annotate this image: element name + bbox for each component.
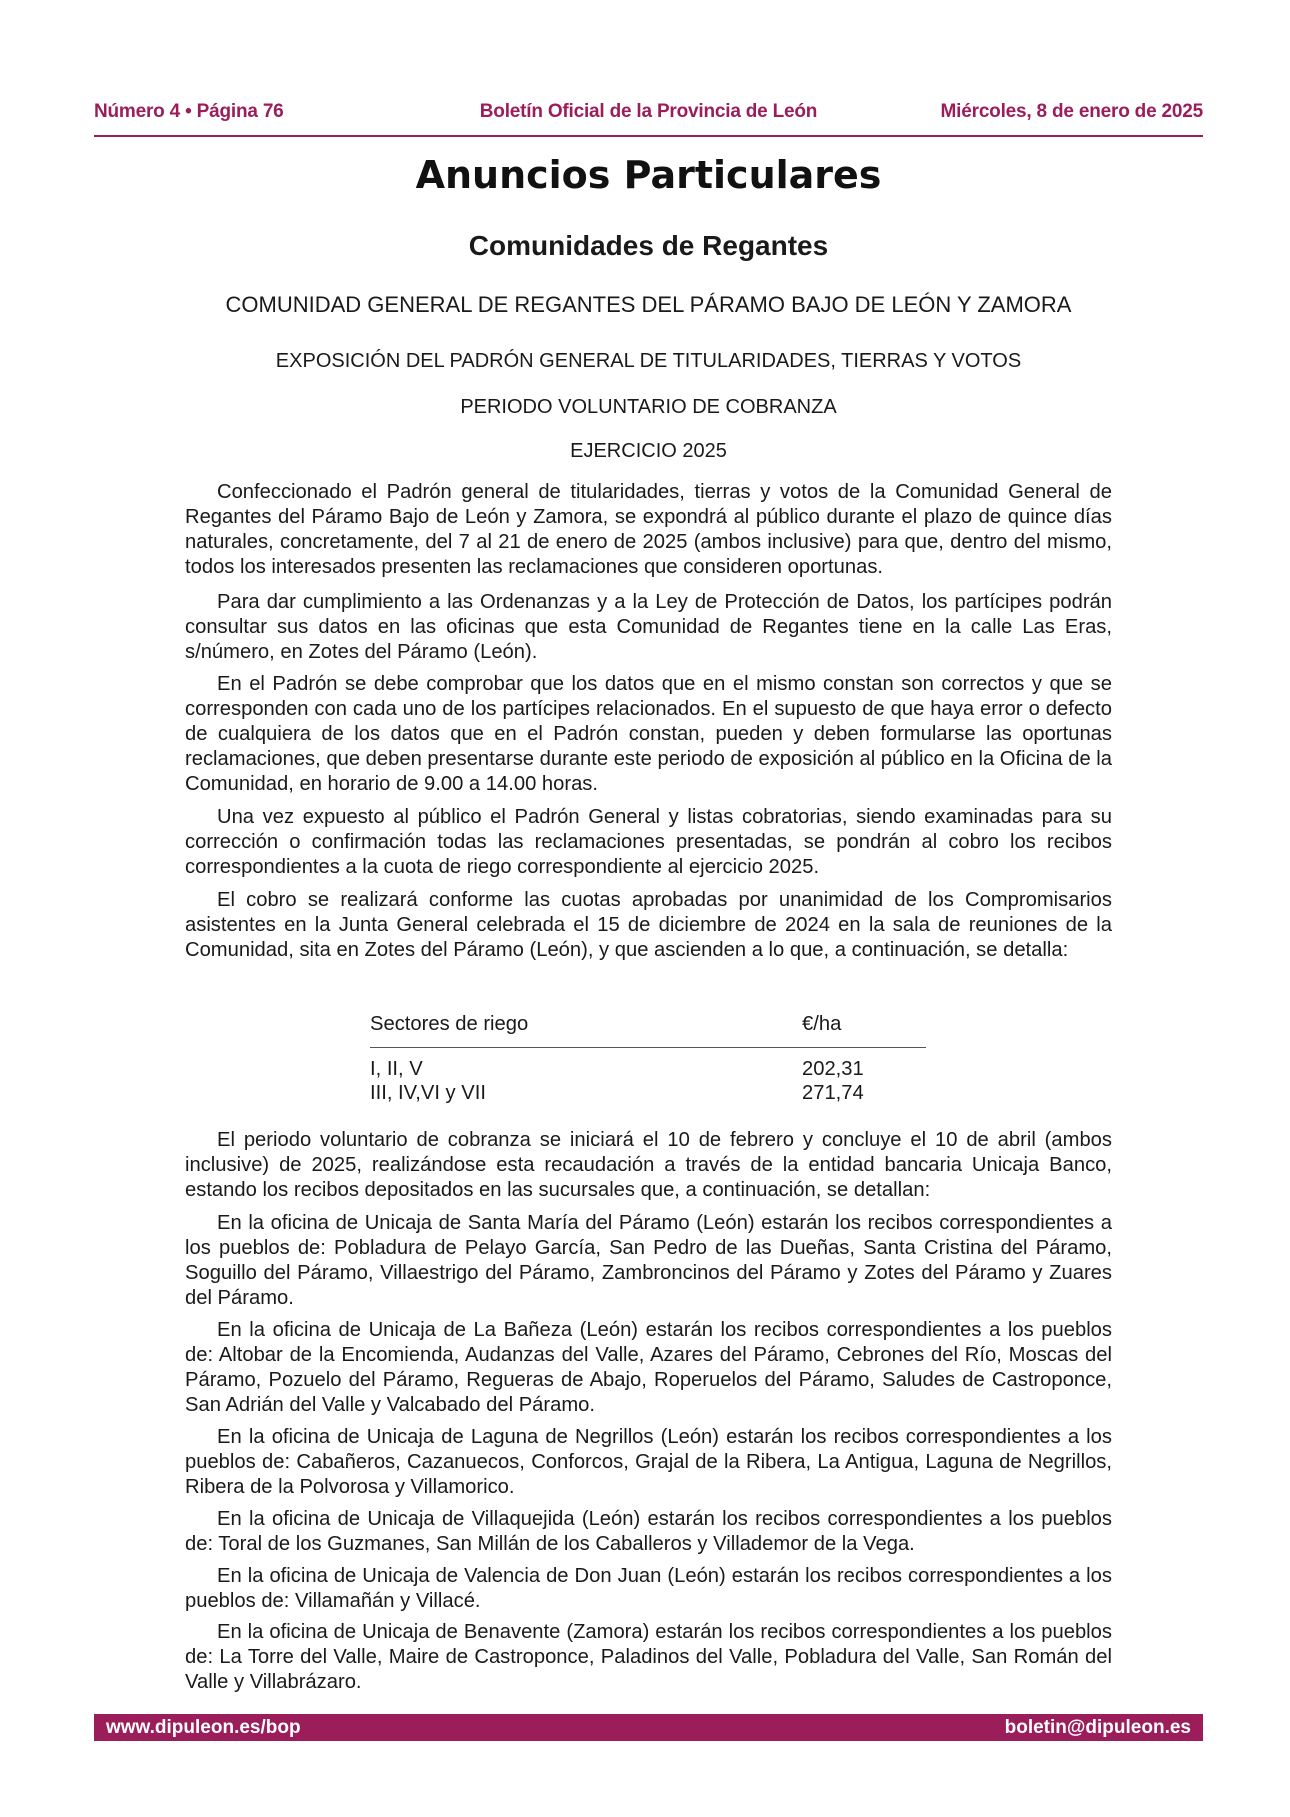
- entity-name: COMUNIDAD GENERAL DE REGANTES DEL PÁRAMO BAJO DE LEÓN Y ZAMORA: [225, 292, 1072, 317]
- paragraph: En la oficina de Unicaja de Laguna de Negrillos (León) estarán los recibos correspondientes a los pueblos de: Cabañeros, Cazanuecos, Conforcos, Grajal de la Ribera, La Antigua, Laguna de Negrillos, Ribera de la Polvorosa y Villamorico.: [185, 1426, 1112, 1498]
- header-sectors: Sectores de riego: [370, 1013, 529, 1035]
- table-row: [370, 1058, 926, 1082]
- paragraph: En la oficina de Unicaja de Valencia de Don Juan (León) estarán los recibos correspondientes a los pueblos de: Villamañán y Villacé.: [185, 1565, 1112, 1612]
- paragraph: El periodo voluntario de cobranza se iniciará el 10 de febrero y concluye el 10 de abril (ambos inclusive) de 2025, realizándose esta recaudación a través de la entidad bancaria Unicaja Banco, estando los recibos depositados en las sucursales que, a continuación, se detallan:: [185, 1129, 1112, 1201]
- paragraph: Para dar cumplimiento a las Ordenanzas y a la Ley de Protección de Datos, los partícipes podrán consultar sus datos en las oficinas que esta Comunidad de Regantes tiene en la calle Las Eras, s/número, en Zotes del Páramo (León).: [185, 591, 1112, 663]
- section-title: Anuncios Particulares: [415, 153, 882, 197]
- email-link[interactable]: boletin@dipuleon.es: [1004, 1717, 1191, 1738]
- page-footer: [94, 1714, 1203, 1741]
- header-rate: €/ha: [802, 1013, 842, 1035]
- sector-cell: III, IV,VI y VII: [370, 1082, 486, 1104]
- notice-title: EXPOSICIÓN DEL PADRÓN GENERAL DE TITULARIDADES, TIERRAS Y VOTOS: [275, 350, 1022, 372]
- subsection-title: Comunidades de Regantes: [468, 230, 829, 261]
- fee-table: [370, 1013, 926, 1106]
- paragraph: En la oficina de Unicaja de La Bañeza (León) estarán los recibos correspondientes a los pueblos de: Altobar de la Encomienda, Audanzas del Valle, Azares del Páramo, Cebrones del Río, Moscas del Páramo, Pozuelo del Páramo, Regueras de Abajo, Roperuelos del Páramo, Saludes de Castroponce, San Adrián del Valle y Valcabado del Páramo.: [185, 1319, 1112, 1416]
- paragraph: En la oficina de Unicaja de Villaquejida (León) estarán los recibos correspondientes a los pueblos de: Toral de los Guzmanes, San Millán de los Caballeros y Villademor de la Vega.: [185, 1508, 1112, 1555]
- table-row: [370, 1082, 926, 1106]
- notice-subtitle: PERIODO VOLUNTARIO DE COBRANZA: [460, 396, 837, 418]
- issue-date: Miércoles, 8 de enero de 2025: [940, 101, 1203, 122]
- paragraph: El cobro se realizará conforme las cuotas aprobadas por unanimidad de los Compromisarios asistentes en la Junta General celebrada el 15 de diciembre de 2024 en la sala de reuniones de la Comunidad, sita en Zotes del Páramo (León), y que ascienden a lo que, a continuación, se detalla:: [185, 889, 1112, 961]
- rate-cell: 271,74: [802, 1082, 864, 1104]
- fee-table-header: [370, 1013, 926, 1048]
- rate-cell: 202,31: [802, 1058, 864, 1080]
- fiscal-year: EJERCICIO 2025: [570, 440, 727, 462]
- website-link[interactable]: www.dipuleon.es/bop: [106, 1717, 301, 1738]
- paragraph: En la oficina de Unicaja de Benavente (Zamora) estarán los recibos correspondientes a los pueblos de: La Torre del Valle, Maire de Castroponce, Paladinos del Valle, Pobladura del Valle, San Román del Valle y Villabrázaro.: [185, 1621, 1112, 1693]
- sector-cell: I, II, V: [370, 1058, 423, 1080]
- paragraph: En el Padrón se debe comprobar que los datos que en el mismo constan son correctos y que se corresponden con cada uno de los partícipes relacionados. En el supuesto de que haya error o defecto de cualquiera de los datos que en el Padrón constan, pueden y deben formularse las oportunas reclamaciones, que deben presentarse durante este periodo de exposición al público en la Oficina de la Comunidad, en horario de 9.00 a 14.00 horas.: [185, 673, 1112, 795]
- paragraph: Una vez expuesto al público el Padrón General y listas cobratorias, siendo examinadas para su corrección o confirmación todas las reclamaciones presentadas, se pondrán al cobro los recibos correspondientes a la cuota de riego correspondiente al ejercicio 2025.: [185, 806, 1112, 878]
- paragraph: Confeccionado el Padrón general de titularidades, tierras y votos de la Comunidad General de Regantes del Páramo Bajo de León y Zamora, se expondrá al público durante el plazo de quince días naturales, concretamente, del 7 al 21 de enero de 2025 (ambos inclusive) para que, dentro del mismo, todos los interesados presenten las reclamaciones que consideren oportunas.: [185, 481, 1112, 578]
- issue-page-number: Número 4 • Página 76: [94, 101, 284, 122]
- bulletin-name: Boletín Oficial de la Provincia de León: [479, 101, 818, 122]
- paragraph: En la oficina de Unicaja de Santa María del Páramo (León) estarán los recibos correspondientes a los pueblos de: Pobladura de Pelayo García, San Pedro de las Dueñas, Santa Cristina del Páramo, Soguillo del Páramo, Villaestrigo del Páramo, Zambroncinos del Páramo y Zotes del Páramo y Zuares del Páramo.: [185, 1212, 1112, 1309]
- page-header: [94, 101, 1203, 137]
